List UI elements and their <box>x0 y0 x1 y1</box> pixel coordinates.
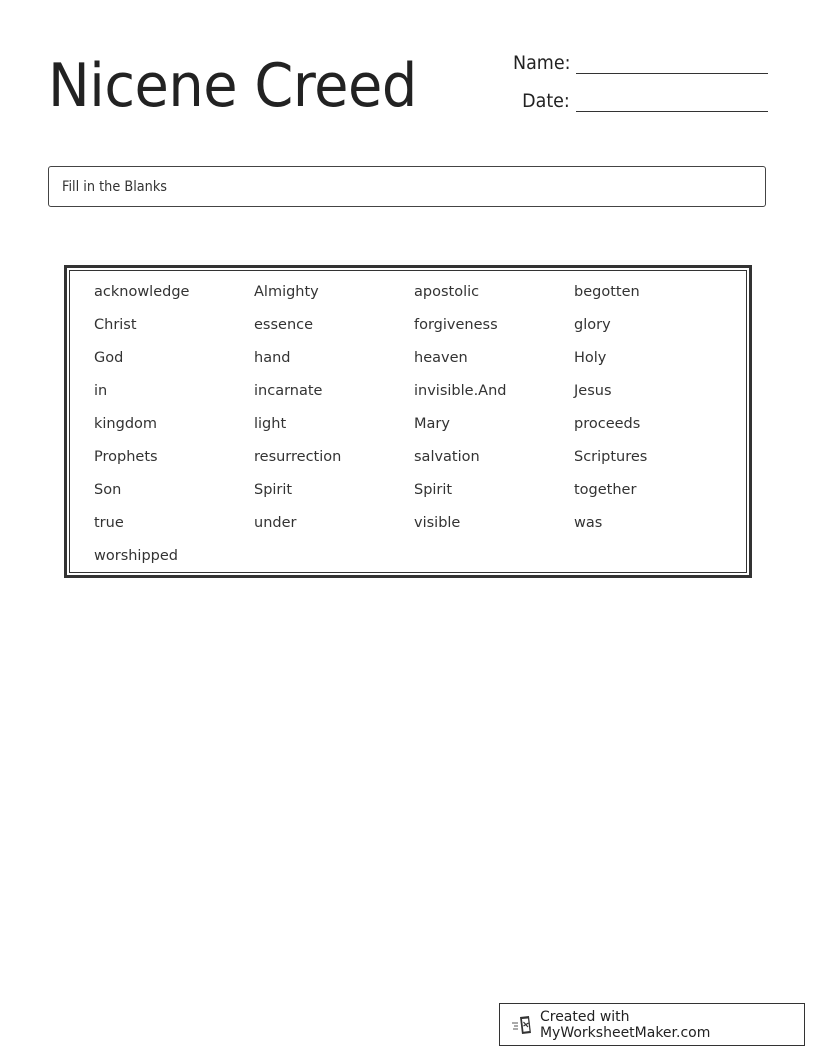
instructions-text: Fill in the Blanks <box>62 178 168 195</box>
word-item: apostolic <box>414 284 480 300</box>
word-item: hand <box>254 350 291 366</box>
word-item: true <box>94 515 124 531</box>
word-item: Spirit <box>254 482 293 498</box>
word-item: begotten <box>574 284 640 300</box>
word-item: Son <box>94 482 122 498</box>
word-item: resurrection <box>254 449 342 465</box>
word-item: together <box>574 482 637 498</box>
word-item: worshipped <box>94 548 178 564</box>
word-item: light <box>254 416 287 432</box>
word-item: forgiveness <box>414 317 498 333</box>
word-item: in <box>94 383 108 399</box>
word-item: Spirit <box>414 482 453 498</box>
word-item: under <box>254 515 297 531</box>
word-item: Holy <box>574 350 607 366</box>
word-grid <box>94 281 734 578</box>
date-label: Date: <box>522 90 570 112</box>
name-label: Name: <box>512 52 570 74</box>
worksheet-logo-icon <box>512 1015 534 1035</box>
word-item: glory <box>574 317 611 333</box>
credit-badge[interactable] <box>499 1003 805 1046</box>
word-bank-inner <box>69 270 747 573</box>
word-item: kingdom <box>94 416 158 432</box>
date-blank-line <box>576 111 768 112</box>
word-item: Almighty <box>254 284 319 300</box>
word-item: proceeds <box>574 416 641 432</box>
word-item: invisible.And <box>414 383 507 399</box>
page-title: Nicene Creed <box>48 51 417 121</box>
word-item: heaven <box>414 350 468 366</box>
name-field <box>508 50 768 76</box>
instructions-box <box>48 166 766 207</box>
word-item: incarnate <box>254 383 323 399</box>
word-item: God <box>94 350 124 366</box>
word-item: Scriptures <box>574 449 648 465</box>
word-item: Jesus <box>574 383 612 399</box>
date-field <box>518 88 768 114</box>
word-bank <box>64 265 752 578</box>
word-item: salvation <box>414 449 480 465</box>
word-item: Christ <box>94 317 137 333</box>
name-blank-line <box>576 73 768 74</box>
word-item: acknowledge <box>94 284 190 300</box>
credit-text: Created with MyWorksheetMaker.com <box>539 1008 711 1041</box>
word-item: essence <box>254 317 314 333</box>
word-item: visible <box>414 515 461 531</box>
word-item: was <box>574 515 603 531</box>
word-item: Mary <box>414 416 450 432</box>
word-item: Prophets <box>94 449 158 465</box>
